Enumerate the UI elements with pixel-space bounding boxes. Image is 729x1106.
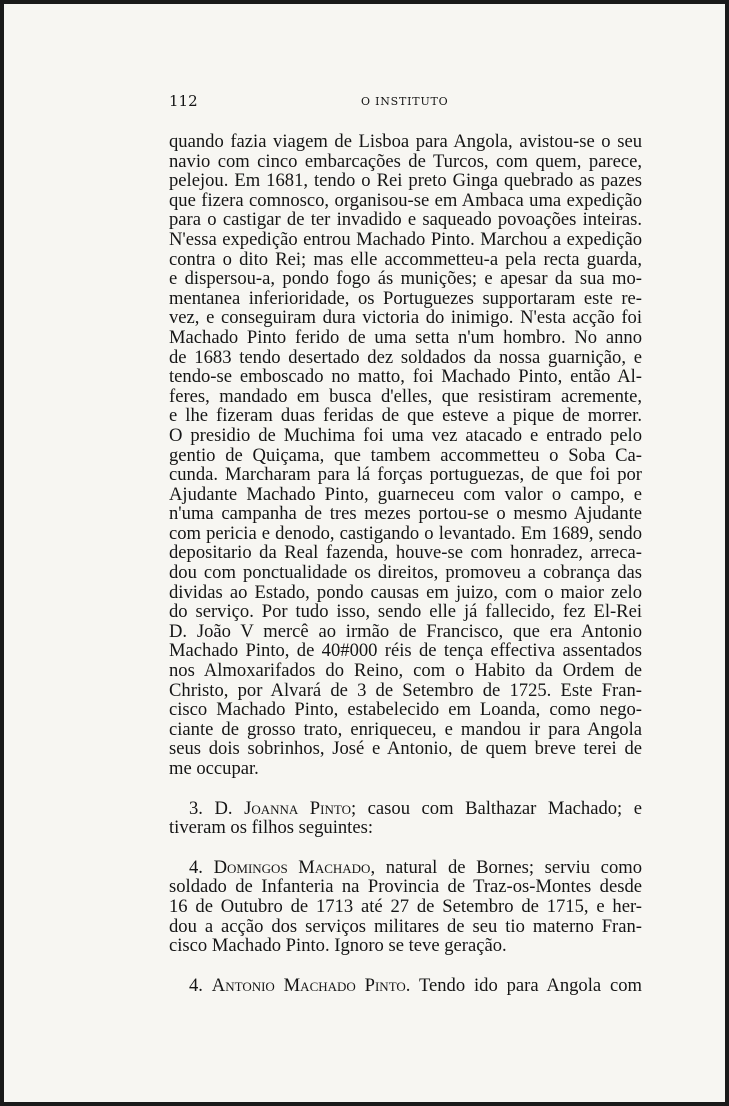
document-page [4, 4, 725, 1102]
text-line: seus dois sobrinhos, José e Antonio, de quem breve terei de [169, 738, 642, 760]
text-line: navio com cinco embarcações de Turcos, com quem, parece, [169, 150, 642, 172]
text-line: Christo, por Alvará de 3 de Setembro de 1725. Este Fran- [169, 679, 642, 701]
paragraph-domingos-machado [169, 858, 642, 956]
body-text [169, 132, 642, 995]
paragraph-gap [169, 956, 642, 976]
text-line: cunda. Marcharam para lá forças portuguezas, de que foi por [169, 464, 642, 486]
text-line: pelejou. Em 1681, tendo o Rei preto Ginga quebrado as pazes [169, 170, 642, 192]
text-line: Ajudante Machado Pinto, guarneceu com valor o campo, e [169, 483, 642, 505]
text-line: do serviço. Por tudo isso, sendo elle já fallecido, fez El-Rei [169, 601, 642, 623]
text-line: feres, mandado em busca d'elles, que resistiram acremente, [169, 385, 642, 407]
text-line: nos Almoxarifados do Reino, com o Habito da Ordem de [169, 660, 642, 682]
paragraph-antonio-machado-pinto [169, 976, 642, 996]
text-line: tiveram os filhos seguintes: [169, 817, 373, 839]
text-line: tendo-se emboscado no matto, foi Machado Pinto, então Al- [169, 366, 642, 388]
text-line: ciante de grosso trato, enriqueceu, e mandou ir para Angola [169, 718, 642, 740]
text-line: com pericia e denodo, castigando o levantado. Em 1689, sendo [169, 522, 642, 544]
paragraph-gap [169, 838, 642, 858]
text-line: contra o dito Rei; mas elle accommetteu-a pela recta guarda, [169, 248, 642, 270]
text-line: D. João V mercê ao irmão de Francisco, que era Antonio [169, 620, 642, 642]
text-line: n'uma campanha de tres mezes portou-se o mesmo Ajudante [169, 503, 642, 525]
page-header [169, 92, 642, 112]
text-line: 16 de Outubro de 1713 até 27 de Setembro de 1715, e her- [169, 895, 642, 917]
text-line: e dispersou-a, pondo fogo ás munições; e apesar da sua mo- [169, 268, 642, 290]
entry-number: 4. [189, 856, 214, 878]
text-line: mentanea inferioridade, os Portuguezes supportaram este re- [169, 287, 642, 309]
text-line: vez, e conseguiram dura victoria do inimigo. N'esta acção foi [169, 307, 642, 329]
paragraph-francisco-machado-pinto [169, 132, 642, 779]
running-title: O INSTITUTO [361, 95, 449, 108]
text-line: cisco Machado Pinto. Ignoro se teve geração. [169, 935, 507, 957]
paragraph-joanna-pinto [169, 799, 642, 838]
person-name: Antonio Machado Pinto [211, 974, 406, 996]
text-line: e lhe fizeram duas feridas de que esteve a pique de morrer. [169, 405, 642, 427]
text-line [169, 858, 642, 878]
text-line: dou com ponctualidade os direitos, promoveu a cobrança das [169, 562, 642, 584]
person-name: Joanna Pinto [244, 797, 351, 819]
text-line: de 1683 tendo desertado dez soldados da nossa guarnição, e [169, 346, 642, 368]
text-line: me occupar. [169, 758, 259, 779]
text-line: cisco Machado Pinto, estabelecido em Loanda, como nego- [169, 699, 642, 721]
text-line: para o castigar de ter invadido e saqueado povoações inteiras. [169, 209, 642, 231]
text-line: depositario da Real fazenda, houve-se com honradez, arreca- [169, 542, 642, 564]
text-line: N'essa expedição entrou Machado Pinto. Marchou a expedição [169, 228, 642, 250]
text-line: que fizera comnosco, organisou-se em Ambaca uma expedição [169, 189, 642, 211]
paragraph-gap [169, 779, 642, 799]
text-line: Machado Pinto, de 40#000 réis de tença effectiva assentados [169, 640, 642, 662]
entry-number: 4. [189, 974, 212, 996]
text-line: dou a acção dos serviços militares de seu tio materno Fran- [169, 915, 642, 937]
text-line: quando fazia viagem de Lisboa para Angola, avistou-se o seu [169, 131, 642, 152]
entry-number: 3. D. [189, 797, 245, 819]
text-line: Machado Pinto ferido de uma setta n'um hombro. No anno [169, 326, 642, 348]
entry-text: ; casou com Balthazar Machado; e [350, 797, 642, 819]
text-line: gentio de Quiçama, que tambem accommetteu o Soba Ca- [169, 444, 642, 466]
text-line: soldado de Infanteria na Provincia de Traz-os-Montes desde [169, 876, 642, 898]
person-name: Domingos Machado [213, 856, 371, 878]
entry-text: . Tendo ido para Angola com [405, 974, 642, 996]
text-line [169, 976, 642, 996]
entry-text: , natural de Bornes; serviu como [370, 856, 642, 878]
page-number: 112 [169, 92, 198, 110]
text-line [169, 799, 642, 819]
text-line: O presidio de Muchima foi uma vez atacado e entrado pelo [169, 424, 642, 446]
text-line: dividas ao Estado, pondo causas em juizo, com o maior zelo [169, 581, 642, 603]
